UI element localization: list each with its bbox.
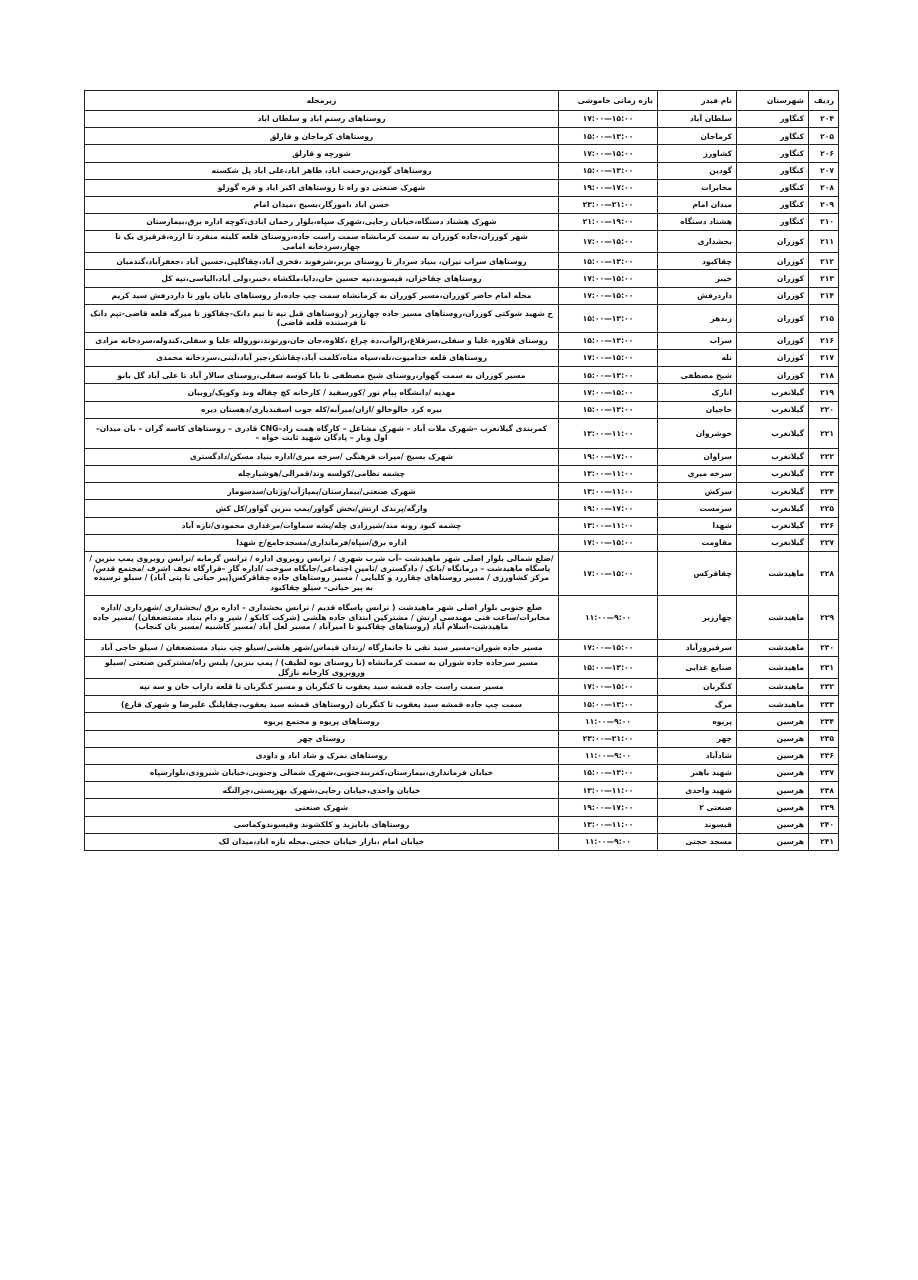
row-number-cell: ۲۱۸	[809, 367, 839, 384]
time-window-cell: ۱۳:۰۰—۱۱:۰۰	[559, 816, 658, 833]
row-number-cell: ۲۲۲	[809, 448, 839, 465]
time-window-cell: ۱۵:۰۰—۱۳:۰۰	[559, 657, 658, 679]
header-area: زیرمحله	[85, 91, 559, 111]
city-cell: کنگاور	[737, 179, 809, 196]
area-cell: شهرک صنعتی/بیمارستان/پمپاژآب/وژتان/سدسومار	[85, 483, 559, 500]
city-cell: هرسین	[737, 833, 809, 850]
city-cell: کنگاور	[737, 196, 809, 213]
table-row	[85, 833, 839, 850]
time-window-cell: ۱۱:۰۰—۹:۰۰	[559, 713, 658, 730]
row-number-cell: ۲۱۹	[809, 384, 839, 401]
time-window-cell: ۱۵:۰۰—۱۳:۰۰	[559, 367, 658, 384]
row-number-cell: ۲۲۶	[809, 517, 839, 534]
time-window-cell: ۱۹:۰۰—۱۷:۰۰	[559, 448, 658, 465]
row-number-cell: ۲۳۸	[809, 782, 839, 799]
header-feeder: نام فیدر	[658, 91, 737, 111]
time-window-cell: ۲۳:۰۰—۲۱:۰۰	[559, 730, 658, 747]
area-cell: خ شهید شوکتی کوزران،روستاهای مسیر جاده چهارزبر (روستاهای قبل تپه تا تیم دانک-چقاکوز تا میرگه قلعه قاضی-تپم دانک تا فرستنده قلعه قاضی)	[85, 304, 559, 332]
time-window-cell: ۱۵:۰۰—۱۳:۰۰	[559, 765, 658, 782]
table-row	[85, 270, 839, 287]
row-number-cell: ۲۳۷	[809, 765, 839, 782]
feeder-cell: صنعتی ۲	[658, 799, 737, 816]
time-window-cell: ۱۱:۰۰—۹:۰۰	[559, 595, 658, 639]
time-window-cell: ۱۵:۰۰—۱۳:۰۰	[559, 128, 658, 145]
table-row	[85, 448, 839, 465]
table-row	[85, 517, 839, 534]
time-window-cell: ۱۷:۰۰—۱۵:۰۰	[559, 639, 658, 656]
table-row	[85, 765, 839, 782]
area-cell: شهرک صنعتی	[85, 799, 559, 816]
city-cell: گیلانغرب	[737, 418, 809, 448]
city-cell: گیلانغرب	[737, 465, 809, 482]
area-cell: مسیر سرجاده جاده شوران به سمت کرمانشاه (تا روستای نوه لطیف) / پمپ بنزین/ پلیس راه/مشترکین صنعتی /سیلو وروبروی کارخانه نازگل	[85, 657, 559, 679]
city-cell: هرسین	[737, 747, 809, 764]
city-cell: کنگاور	[737, 145, 809, 162]
time-window-cell: ۱۷:۰۰—۱۵:۰۰	[559, 384, 658, 401]
row-number-cell: ۲۳۴	[809, 713, 839, 730]
table-row	[85, 179, 839, 196]
table-row	[85, 551, 839, 595]
feeder-cell: سلطان آباد	[658, 111, 737, 128]
time-window-cell: ۱۳:۰۰—۱۱:۰۰	[559, 483, 658, 500]
city-cell: ماهیدشت	[737, 551, 809, 595]
feeder-cell: شیخ مصطفی	[658, 367, 737, 384]
city-cell: هرسین	[737, 799, 809, 816]
time-window-cell: ۱۷:۰۰—۱۵:۰۰	[559, 350, 658, 367]
row-number-cell: ۲۱۳	[809, 270, 839, 287]
feeder-cell: چقاقرکس	[658, 551, 737, 595]
row-number-cell: ۲۲۵	[809, 500, 839, 517]
area-cell: حسن اباد ،اموزگار،بسیج ،میدان امام	[85, 196, 559, 213]
feeder-cell: حاجیان	[658, 401, 737, 418]
feeder-cell: میدان امام	[658, 196, 737, 213]
feeder-cell: تله	[658, 350, 737, 367]
city-cell: کوزران	[737, 253, 809, 270]
header-row-number: ردیف	[809, 91, 839, 111]
row-number-cell: ۲۲۱	[809, 418, 839, 448]
area-cell: چشمه نظامی/کولسه وند/قمرالی/هوشیارچله	[85, 465, 559, 482]
table-row	[85, 145, 839, 162]
row-number-cell: ۲۳۳	[809, 696, 839, 713]
row-number-cell: ۲۲۸	[809, 551, 839, 595]
time-window-cell: ۱۷:۰۰—۱۵:۰۰	[559, 145, 658, 162]
row-number-cell: ۲۲۳	[809, 465, 839, 482]
feeder-cell: مسجد حجتی	[658, 833, 737, 850]
city-cell: ماهیدشت	[737, 696, 809, 713]
feeder-cell: کرماجان	[658, 128, 737, 145]
row-number-cell: ۲۰۹	[809, 196, 839, 213]
table-row	[85, 332, 839, 349]
area-cell: خیابان واحدی،خیابان رجایی،شهرک بهزیستی،چرالنگه	[85, 782, 559, 799]
table-row	[85, 816, 839, 833]
feeder-cell: سرفیروزآباد	[658, 639, 737, 656]
city-cell: گیلانغرب	[737, 500, 809, 517]
time-window-cell: ۲۱:۰۰—۱۹:۰۰	[559, 214, 658, 231]
row-number-cell: ۲۱۵	[809, 304, 839, 332]
time-window-cell: ۱۳:۰۰—۱۱:۰۰	[559, 418, 658, 448]
city-cell: گیلانغرب	[737, 448, 809, 465]
row-number-cell: ۲۳۶	[809, 747, 839, 764]
table-row	[85, 253, 839, 270]
outage-table	[84, 90, 839, 851]
table-row	[85, 595, 839, 639]
time-window-cell: ۱۵:۰۰—۱۳:۰۰	[559, 253, 658, 270]
feeder-cell: کنگربان	[658, 679, 737, 696]
table-row	[85, 465, 839, 482]
area-cell: روستاهای چقاخزان، قیسوند،تپه حسین خان،دایا،ملکشاه ،خیبر،ولی آباد،الیاسی،تپه کل	[85, 270, 559, 287]
time-window-cell: ۱۱:۰۰—۹:۰۰	[559, 833, 658, 850]
table-body	[85, 111, 839, 851]
city-cell: ماهیدشت	[737, 657, 809, 679]
area-cell: کمربندی گیلانغرب –شهرک ملات آباد – شهرک مشاغل – کارگاه همت زاد–CNG قادری – روستاهای کاسه گران – بان میدان– اول وبار – پادگان شهید ثابت خواه –	[85, 418, 559, 448]
area-cell: روستاهای گودین،رحمت اباد، طاهر اباد،علی اباد پل شکسته	[85, 162, 559, 179]
city-cell: کنگاور	[737, 111, 809, 128]
row-number-cell: ۲۳۰	[809, 639, 839, 656]
time-window-cell: ۱۳:۰۰—۱۱:۰۰	[559, 465, 658, 482]
row-number-cell: ۲۴۱	[809, 833, 839, 850]
city-cell: کوزران	[737, 287, 809, 304]
table-row	[85, 384, 839, 401]
city-cell: هرسین	[737, 765, 809, 782]
time-window-cell: ۱۳:۰۰—۱۱:۰۰	[559, 782, 658, 799]
area-cell: مهدیه /دانشگاه پیام نور /کورسفید / کارخانه کچ چقاله وند وکوپک/روبیان	[85, 384, 559, 401]
time-window-cell: ۱۷:۰۰—۱۵:۰۰	[559, 111, 658, 128]
area-cell: ضلع جنوبی بلوار اصلی شهر ماهیدشت ( ترانس پاسگاه قدیم / ترانس بخشداری – اداره برق /بخشداری /شهرداری /اداره مخابرات/ساعت فنی مهندسی ارتش / مشترکین ابتدای جاده هلشی (شرکت کابکو / شیر و دام بنیاد مستضعفان) /مسیر جاده ماهیدشت–اسلام آباد (روستاهای چقاکبنو تا امیرآباد / مسیر لعل آباد /مسیر کاشنیه /مسیر بان کنجاب)	[85, 595, 559, 639]
area-cell: روستاهای بابایزید و کلکشوند وقیسوندوکماسی	[85, 816, 559, 833]
table-row	[85, 657, 839, 679]
table-row	[85, 128, 839, 145]
area-cell: بیره کرد خالوخالو /ازان/میرآبه/کله جوب اسفندیاری/دهستان دیره	[85, 401, 559, 418]
feeder-cell: خیبر	[658, 270, 737, 287]
table-row	[85, 418, 839, 448]
table-row	[85, 747, 839, 764]
city-cell: کنگاور	[737, 162, 809, 179]
area-cell: چشمه کبود رونه مند/شیرزادی چله/پشه سماوات/مرغداری محمودی/تازه آباد	[85, 517, 559, 534]
table-row	[85, 231, 839, 253]
feeder-cell: کشاورز	[658, 145, 737, 162]
feeder-cell: بخشداری	[658, 231, 737, 253]
row-number-cell: ۲۳۵	[809, 730, 839, 747]
area-cell: روستاهای سراب نیران، بنیاد سردار تا روستای بربر،شرفوند ،فخری آباد،چقاگلپی،حسین آباد ،جعفرآباد،گندمبان	[85, 253, 559, 270]
feeder-cell: سرکش	[658, 483, 737, 500]
row-number-cell: ۲۱۷	[809, 350, 839, 367]
row-number-cell: ۲۱۰	[809, 214, 839, 231]
area-cell: شهر کوزران،جاده کوزران به سمت کرمانشاه سمت راست جاده،روستای قلعه کلیته منفرد تا ازره،قرقیزی یک تا چهار،سردخانه امامی	[85, 231, 559, 253]
feeder-cell: سرخه میری	[658, 465, 737, 482]
area-cell: شهرک بسیج /میرات فرهنگی /سرخه میری/اداره بنیاد مسکن/دادگستری	[85, 448, 559, 465]
city-cell: کوزران	[737, 367, 809, 384]
time-window-cell: ۱۵:۰۰—۱۳:۰۰	[559, 401, 658, 418]
area-cell: روستاهای قلعه خدامیوت،تله،سیاه مناه،کلمت آباد،چقاشکر،جبر آباد،لبنی،سردخانه محمدی	[85, 350, 559, 367]
header-time-window: بازه زمانی خاموشی	[559, 91, 658, 111]
table-row	[85, 287, 839, 304]
time-window-cell: ۱۱:۰۰—۹:۰۰	[559, 747, 658, 764]
time-window-cell: ۱۹:۰۰—۱۷:۰۰	[559, 500, 658, 517]
city-cell: کوزران	[737, 304, 809, 332]
area-cell: شهرک صنعتی دو راه تا روستاهای اکبر اباد و قره گوزلو	[85, 179, 559, 196]
city-cell: ماهیدشت	[737, 639, 809, 656]
row-number-cell: ۲۰۴	[809, 111, 839, 128]
time-window-cell: ۱۵:۰۰—۱۳:۰۰	[559, 332, 658, 349]
area-cell: مسیر جاده شوران–مسیر سید نقی تا جانمارگاه /زندان قیماس/شهر هلشی/سیلو چپ بنیاد مستضعفان / سیلو حاجی آباد	[85, 639, 559, 656]
city-cell: گیلانغرب	[737, 401, 809, 418]
table-row	[85, 500, 839, 517]
feeder-cell: شهید واحدی	[658, 782, 737, 799]
table-row	[85, 367, 839, 384]
feeder-cell: مخابرات	[658, 179, 737, 196]
row-number-cell: ۲۱۶	[809, 332, 839, 349]
feeder-cell: خوشروان	[658, 418, 737, 448]
area-cell: خیابان امام ،بازار خیابان حجتی.محله تازه اباد،میدان لک	[85, 833, 559, 850]
area-cell: خیابان فرمانداری،بیمارستان،کمربندجنوبی،شهرک شمالی وجنوبی،خیابان شیرودی،بلوارسپاه	[85, 765, 559, 782]
city-cell: کوزران	[737, 350, 809, 367]
table-row	[85, 730, 839, 747]
row-number-cell: ۲۲۴	[809, 483, 839, 500]
city-cell: هرسین	[737, 730, 809, 747]
feeder-cell: سراب	[658, 332, 737, 349]
table-row	[85, 639, 839, 656]
area-cell: مسیر سمت راست جاده قمشه سید یعقوب تا کنگربان و مسیر کنگربان تا قلعه داراب خان و سه تپه	[85, 679, 559, 696]
area-cell: مسیر کوزران به سمت گهوار،روستای شیخ مصطفی تا بابا کوسه سفلی،روستای سالار آباد تا علی آباد گل بانو	[85, 367, 559, 384]
time-window-cell: ۱۷:۰۰—۱۵:۰۰	[559, 231, 658, 253]
table-row	[85, 782, 839, 799]
row-number-cell: ۲۰۸	[809, 179, 839, 196]
table-row	[85, 534, 839, 551]
area-cell: اداره برق/سپاه/فرمانداری/مسجدجامع/خ شهدا	[85, 534, 559, 551]
time-window-cell: ۱۹:۰۰—۱۷:۰۰	[559, 799, 658, 816]
row-number-cell: ۲۳۲	[809, 679, 839, 696]
feeder-cell: شادآباد	[658, 747, 737, 764]
header-city: شهرستان	[737, 91, 809, 111]
feeder-cell: چقاکبود	[658, 253, 737, 270]
city-cell: هرسین	[737, 816, 809, 833]
area-cell: روستای چهر	[85, 730, 559, 747]
row-number-cell: ۲۲۰	[809, 401, 839, 418]
table-row	[85, 483, 839, 500]
feeder-cell: مقاومت	[658, 534, 737, 551]
city-cell: کوزران	[737, 270, 809, 287]
area-cell: شهرک هشتاد دستگاه،خیابان رجایی،شهرک سپاه،بلوار رحمان ابادی،کوچه اداره برق،بیمارستان	[85, 214, 559, 231]
city-cell: گیلانغرب	[737, 517, 809, 534]
feeder-cell: پریوه	[658, 713, 737, 730]
table-row	[85, 214, 839, 231]
row-number-cell: ۲۰۵	[809, 128, 839, 145]
table-row	[85, 304, 839, 332]
feeder-cell: شهدا	[658, 517, 737, 534]
row-number-cell: ۲۲۹	[809, 595, 839, 639]
area-cell: روستاهای رستم اباد و سلطان اباد	[85, 111, 559, 128]
table-row	[85, 679, 839, 696]
table-row	[85, 713, 839, 730]
row-number-cell: ۲۴۰	[809, 816, 839, 833]
area-cell: محله امام حاضر کوزران،مسیر کوزران به کرمانشاه سمت چپ جاده،از روستاهای بابان یاور تا داردرفش سید کریم	[85, 287, 559, 304]
feeder-cell: چهر	[658, 730, 737, 747]
city-cell: گیلانغرب	[737, 483, 809, 500]
feeder-cell: شهید باهنر	[658, 765, 737, 782]
feeder-cell: داردرفش	[658, 287, 737, 304]
city-cell: کوزران	[737, 231, 809, 253]
row-number-cell: ۲۲۷	[809, 534, 839, 551]
city-cell: گیلانغرب	[737, 534, 809, 551]
table-row	[85, 401, 839, 418]
area-cell: روستاهای پریوه و مجتمع پریوه	[85, 713, 559, 730]
outage-schedule-sheet	[84, 90, 838, 851]
city-cell: گیلانغرب	[737, 384, 809, 401]
time-window-cell: ۱۷:۰۰—۱۵:۰۰	[559, 270, 658, 287]
feeder-cell: چهارزبر	[658, 595, 737, 639]
city-cell: کنگاور	[737, 214, 809, 231]
city-cell: کنگاور	[737, 128, 809, 145]
time-window-cell: ۱۵:۰۰—۱۳:۰۰	[559, 304, 658, 332]
row-number-cell: ۲۱۲	[809, 253, 839, 270]
row-number-cell: ۲۰۷	[809, 162, 839, 179]
time-window-cell: ۱۵:۰۰—۱۳:۰۰	[559, 696, 658, 713]
city-cell: ماهیدشت	[737, 679, 809, 696]
time-window-cell: ۱۷:۰۰—۱۵:۰۰	[559, 679, 658, 696]
row-number-cell: ۲۱۱	[809, 231, 839, 253]
area-cell: روستاهای کرماجان و قارلق	[85, 128, 559, 145]
area-cell: روستاهای نمرک و شاد اباد و داودی	[85, 747, 559, 764]
time-window-cell: ۲۳:۰۰—۲۱:۰۰	[559, 196, 658, 213]
row-number-cell: ۲۳۹	[809, 799, 839, 816]
city-cell: کوزران	[737, 332, 809, 349]
time-window-cell: ۱۷:۰۰—۱۵:۰۰	[559, 534, 658, 551]
table-row	[85, 696, 839, 713]
feeder-cell: مرگ	[658, 696, 737, 713]
time-window-cell: ۱۳:۰۰—۱۱:۰۰	[559, 517, 658, 534]
table-header-row	[85, 91, 839, 111]
row-number-cell: ۲۱۴	[809, 287, 839, 304]
table-row	[85, 350, 839, 367]
feeder-cell: هشتاد دستگاه	[658, 214, 737, 231]
time-window-cell: ۱۷:۰۰—۱۵:۰۰	[559, 287, 658, 304]
feeder-cell: سرمست	[658, 500, 737, 517]
area-cell: سمت چپ جاده قمشه سید یعقوب تا کنگربان (روستاهای قمشه سید یعقوب،چقاپلنگ علیرضا و شهرک فارغ)	[85, 696, 559, 713]
feeder-cell: زندهر	[658, 304, 737, 332]
table-row	[85, 162, 839, 179]
time-window-cell: ۱۷:۰۰—۱۵:۰۰	[559, 551, 658, 595]
time-window-cell: ۱۹:۰۰—۱۷:۰۰	[559, 179, 658, 196]
area-cell: /ضلع شمالی بلوار اصلی شهر ماهیدشت –آب شرب شهری / ترانس روبروی اداره / ترانس گرمابه /ترانس روبروی پمپ بنزین /پاسگاه ماهیدشت – درمانگاه /بانک / دادگستری /تامین اجتماعی/جایگاه سوخت /اداره گاز –قرارگاه نجف اشرف /مجتمع قدس/مرکز کشاورزی / مسیر روستاهای چقازرد و کلیایی / مسیر روستاهای جاده چقاقرکس(پیر حیاتی تا پتی آباد) / سیلو نرسیده به پیر حیاتی– سیلو چقاکبود	[85, 551, 559, 595]
table-row	[85, 111, 839, 128]
feeder-cell: قیسوند	[658, 816, 737, 833]
feeder-cell: سراوان	[658, 448, 737, 465]
city-cell: هرسین	[737, 713, 809, 730]
row-number-cell: ۲۰۶	[809, 145, 839, 162]
time-window-cell: ۱۵:۰۰—۱۳:۰۰	[559, 162, 658, 179]
table-row	[85, 799, 839, 816]
table-row	[85, 196, 839, 213]
feeder-cell: صنایع غذایی	[658, 657, 737, 679]
city-cell: هرسین	[737, 782, 809, 799]
area-cell: روستای قلاوره علیا و سفلی،سرقلاغ،زالوآب،ده چراغ ،کلاوه،جان جان،ورتوند،نورولله علیا و سفلی،کندوله،سردخانه مرادی	[85, 332, 559, 349]
feeder-cell: گودین	[658, 162, 737, 179]
area-cell: وارگه/پرندک ارتش/بخش گواور/پمپ بنزین گواور/کل کش	[85, 500, 559, 517]
area-cell: شورچه و قارلق	[85, 145, 559, 162]
city-cell: ماهیدشت	[737, 595, 809, 639]
feeder-cell: انارک	[658, 384, 737, 401]
row-number-cell: ۲۳۱	[809, 657, 839, 679]
